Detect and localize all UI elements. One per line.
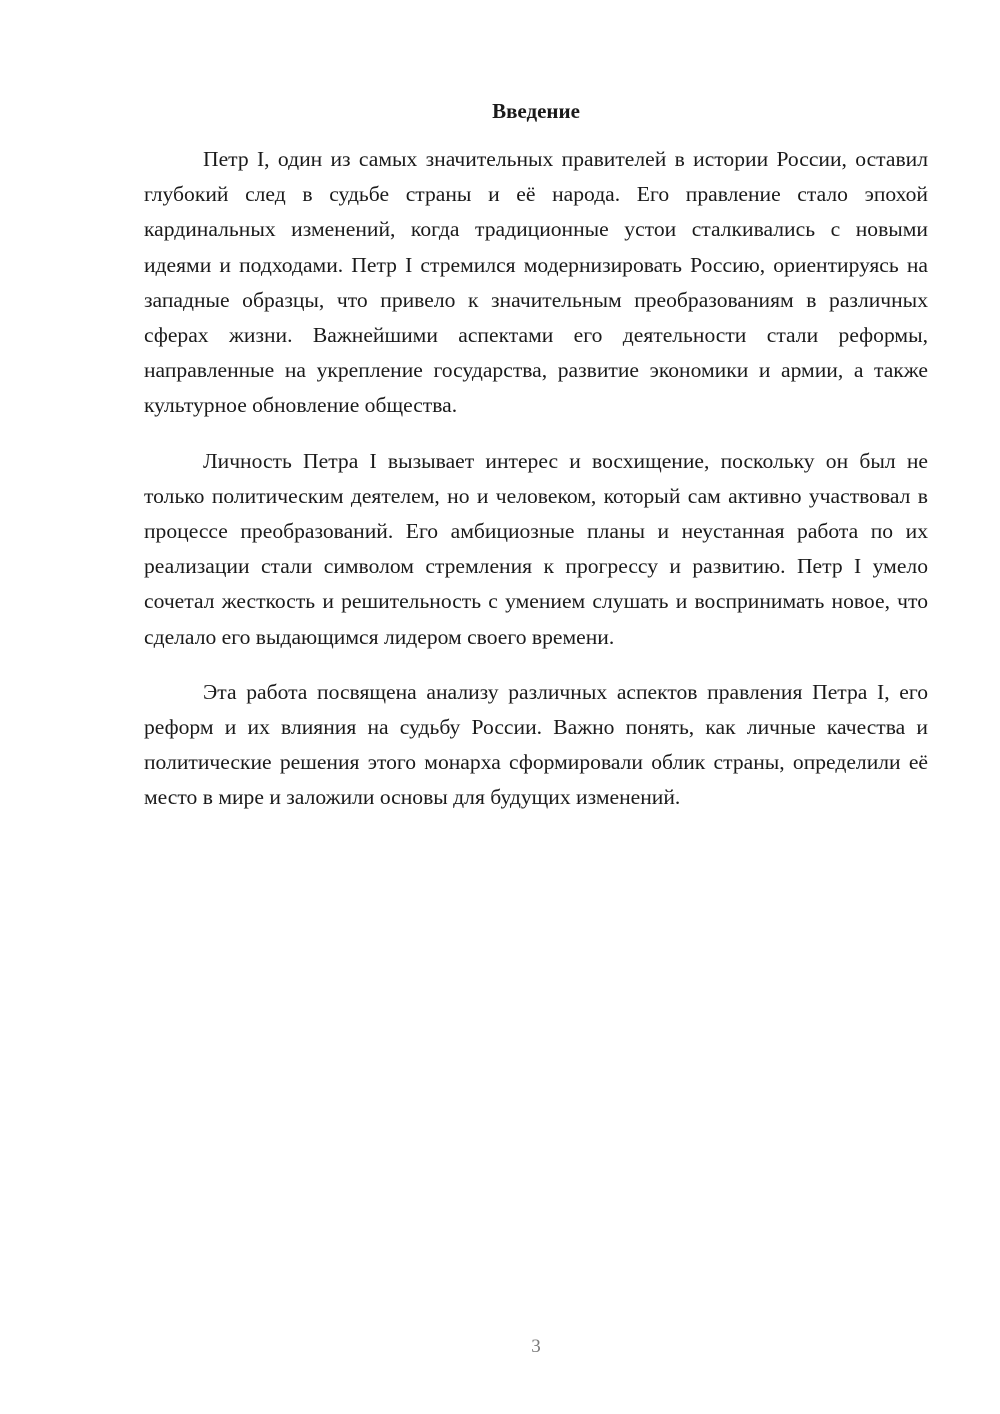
- paragraph-3: Эта работа посвящена анализу различных аспектов правления Петра I, его реформ и их влияния на судьбу России. Важно понять, как личные качества и политические решения этого монарха сформировали облик страны, определили её место в мире и заложили основы для будущих изменений.: [144, 679, 928, 810]
- body-text: [144, 142, 928, 836]
- paragraph-1: Петр I, один из самых значительных правителей в истории России, оставил глубокий след в судьбе страны и её народа. Его правление стало эпохой кардинальных изменений, когда традиционные устои сталкивались с новыми идеями и подходами. Петр I стремился модернизировать Россию, ориентируясь на западные образцы, что привело к значительным преобразованиям в различных сферах жизни. Важнейшими аспектами его деятельности стали реформы, направленные на укрепление государства, развитие экономики и армии, а также культурное обновление общества.: [144, 147, 928, 418]
- section-heading: Введение: [492, 99, 580, 123]
- paragraph-2: Личность Петра I вызывает интерес и восхищение, поскольку он был не только политическим деятелем, но и человеком, который сам активно участвовал в процессе преобразований. Его амбициозные планы и неустанная работа по их реализации стали символом стремления к прогрессу и развитию. Петр I умело сочетал жесткость и решительность с умением слушать и воспринимать новое, что сделало его выдающимся лидером своего времени.: [144, 448, 928, 649]
- page-number: 3: [531, 1336, 541, 1357]
